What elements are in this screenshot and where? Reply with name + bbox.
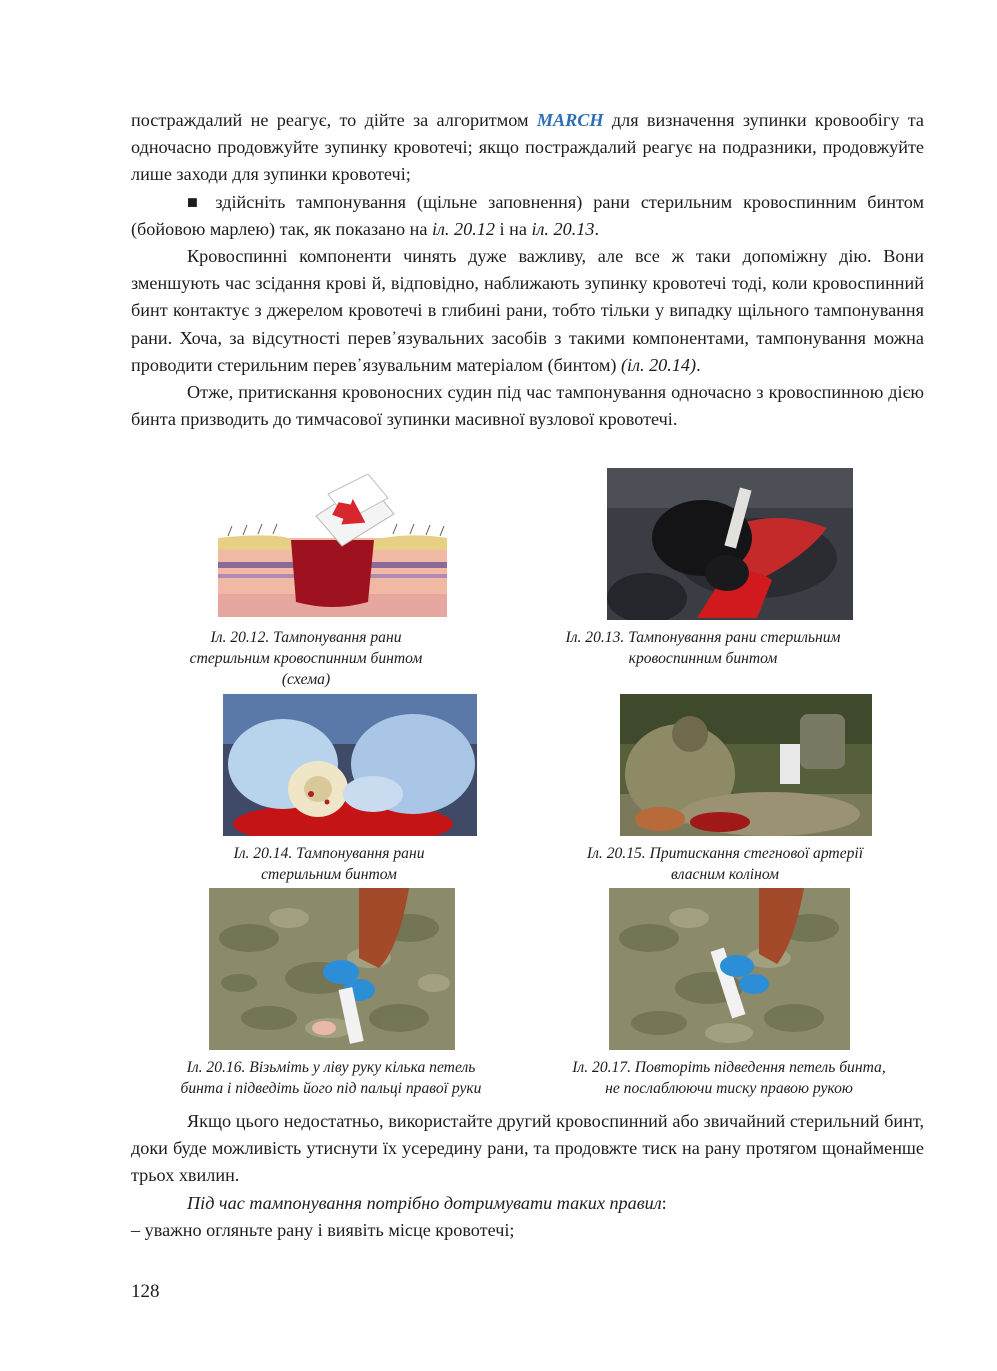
figure-20-13-photo	[607, 468, 853, 620]
caption-line: кровоспинним бинтом	[628, 650, 778, 667]
caption-line: стерильним кровоспинним бинтом	[189, 650, 423, 667]
page-number: 128	[131, 1281, 160, 1302]
march-link: MARCH	[536, 110, 604, 130]
caption-line: Іл. 20.12. Тампонування рани	[210, 629, 402, 646]
caption-line: (схема)	[281, 671, 331, 688]
caption-line: Іл. 20.17. Повторіть підведення петель бинта,	[572, 1059, 886, 1076]
caption-line: Іл. 20.15. Притискання стегнової артерії	[586, 845, 864, 862]
caption-line: Іл. 20.13. Тампонування рани стерильним	[565, 629, 841, 646]
text-span: постраждалий не реагує, то дійте за алгоритмом	[131, 110, 537, 130]
text-span: .	[594, 218, 599, 239]
caption-line: Іл. 20.16. Візьміть у ліву руку кілька петель	[186, 1059, 476, 1076]
paragraph-4: Отже, притискання кровоносних судин під час тампонування одночасно з кровоспинною дією бинта призводить до тимчасової зупинки масивної вузлової кровотечі.	[131, 382, 924, 430]
caption-line: власним коліном	[671, 866, 779, 883]
top-text	[131, 107, 924, 433]
paragraph-7: – уважно огляньте рану і виявіть місце кровотечі;	[131, 1219, 515, 1240]
caption-20-15	[548, 843, 902, 885]
caption-20-14	[188, 843, 470, 885]
text-span: для визначення зупинки кровообігу та одночасно продовжуйте зупинку кровотечі; якщо постраждалий реагує на подразники, продовжуйте лише заходи для зупинки кровотечі;	[131, 110, 924, 185]
text-span: Кровоспинні компоненти чинять дуже важливу, але все ж таки допоміжну дію. Вони зменшують час зсідання крові й, відповідно, наближають зупинку кровотечі тоді, коли кровоспинний бинт контактує з джерелом кровотечі в глибині рани, тобто тільки у випадку щільного тампонування рани. Хоча, за відсутності перев᾿язувальних засобів з такими компонентами, тампонування можна проводити стерильним перев᾿язувальним матеріалом (бинтом)	[131, 246, 924, 375]
caption-20-16	[145, 1057, 517, 1099]
bullet-icon: ■	[187, 191, 205, 212]
figure-ref: (іл. 20.14)	[620, 354, 697, 375]
text-span: і на	[494, 218, 532, 239]
bottom-text	[131, 1108, 924, 1244]
paragraph-6	[131, 1190, 924, 1217]
figure-20-16-photo	[209, 888, 455, 1050]
figure-ref: іл. 20.12	[431, 218, 495, 239]
text-span: :	[661, 1192, 667, 1213]
figure-20-14-photo	[223, 694, 477, 836]
caption-20-12	[150, 627, 462, 690]
caption-line: стерильним бинтом	[261, 866, 397, 883]
caption-20-17	[532, 1057, 926, 1099]
caption-line: не послаблюючи тиску правою рукою	[605, 1080, 853, 1097]
figure-20-12-wound-packing-diagram	[218, 474, 447, 617]
paragraph-2	[131, 189, 924, 243]
figure-ref: іл. 20.13	[531, 218, 595, 239]
figure-20-17-photo	[609, 888, 850, 1050]
text-span: Під час тампонування потрібно дотримувати таких правил	[187, 1192, 662, 1213]
caption-line: Іл. 20.14. Тампонування рани	[233, 845, 425, 862]
paragraph-5: Якщо цього недостатньо, використайте другий кровоспинний або звичайний стерильний бинт, доки буде можливість утиснути їх усередину рани, та продовжте тиск на рану протягом щонайменше трьох хвилин.	[131, 1111, 924, 1186]
paragraph-3	[131, 243, 924, 379]
caption-line: бинта і підведіть його під пальці правої руки	[180, 1080, 482, 1097]
caption-20-13	[528, 627, 878, 669]
figure-20-15-photo	[620, 694, 872, 836]
paragraph-1	[131, 107, 924, 189]
text-span: здійсніть тампонування (щільне заповнення) рани стерильним кровоспинним бинтом (бойовою марлею) так, як показано на	[131, 191, 924, 239]
text-span: .	[696, 354, 701, 375]
